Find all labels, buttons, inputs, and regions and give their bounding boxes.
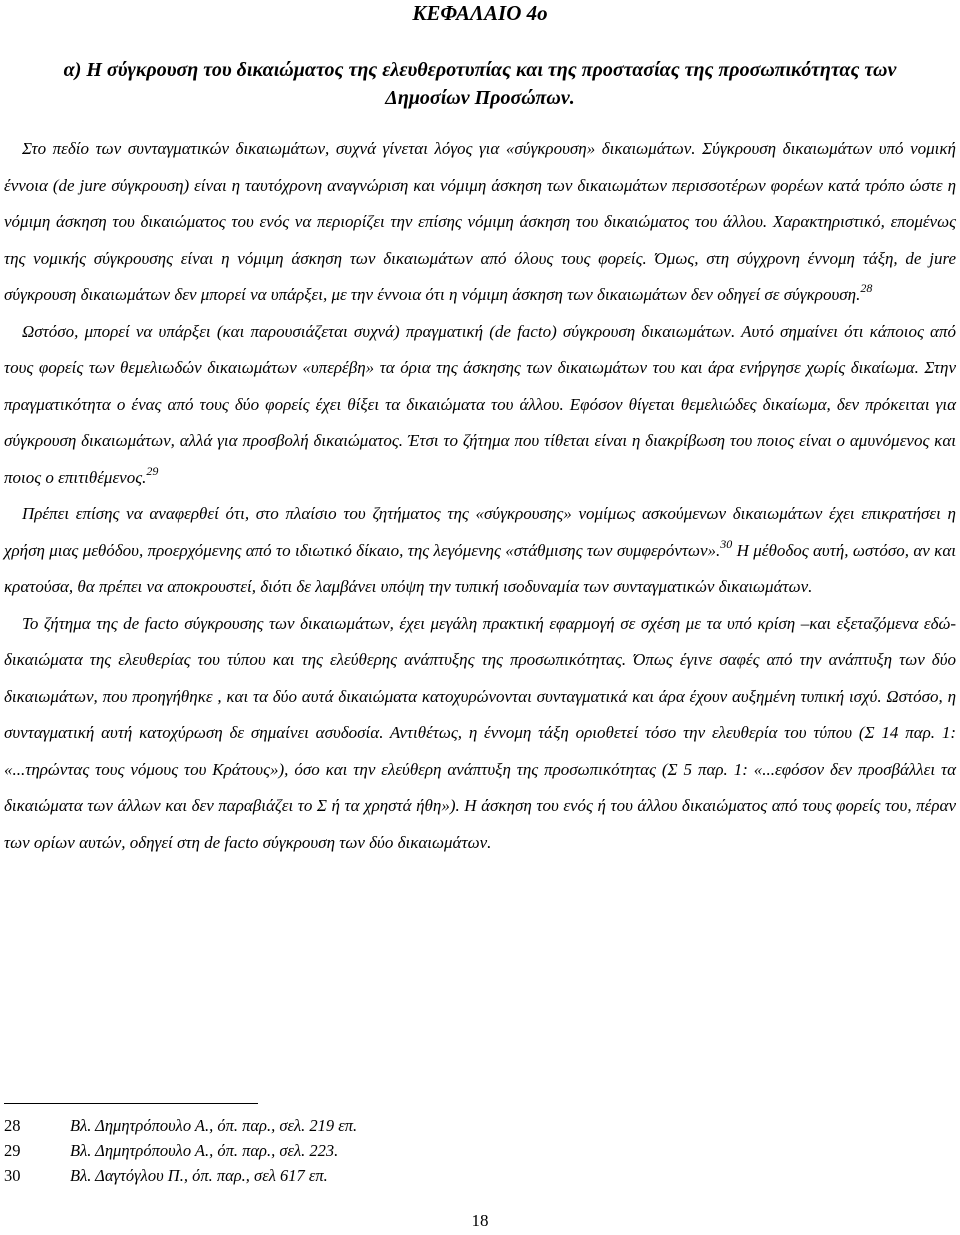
chapter-heading: ΚΕΦΑΛΑΙΟ 4ο [412, 1, 548, 25]
footnote-number: 29 [4, 1141, 21, 1160]
paragraph-3 [4, 496, 956, 606]
paragraph-3-text-cont: Η μέθοδος αυτή, ωστόσο, αν και κρατούσα, θα πρέπει να αποκρουστεί, διότι δε λαμβάνει υπόψη την τυπική ισοδυναμία των συνταγματικών δικαιωμάτων. [4, 540, 956, 596]
footnote-text: Βλ. Δαγτόγλου Π., όπ. παρ., σελ 617 επ. [70, 1166, 328, 1185]
footnote-ref-28: 28 [860, 281, 873, 295]
footnote-text: Βλ. Δημητρόπουλο Α., όπ. παρ., σελ. 223. [70, 1141, 339, 1160]
page-number: 18 [471, 1211, 489, 1230]
paragraph-2 [4, 314, 956, 497]
section-title: α) Η σύγκρουση του δικαιώματος της ελευθεροτυπίας και της προστασίας της προσωπικότητας των Δημοσίων Προσώπων. [63, 59, 897, 109]
footnote-number: 28 [4, 1116, 21, 1135]
footnote [4, 1163, 704, 1188]
paragraph-4-text: Το ζήτημα της de facto σύγκρουσης των δικαιωμάτων, έχει μεγάλη πρακτική εφαρμογή σε σχέση με τα υπό κρίση –και εξεταζόμενα εδώ- δικαιώματα της ελευθερίας του τύπου και της ελεύθερης ανάπτυξης της προσωπικότητας. Όπως έγινε σαφές από την ανάπτυξη των δύο δικαιωμάτων, που προηγήθηκε , και τα δύο αυτά δικαιώματα κατοχυρώνονται συνταγματικά και άρα έχουν αυξημένη τυπική ισχύ. Ωστόσο, η συνταγματική αυτή κατοχύρωση δε σημαίνει ασυδοσία. Αντιθέτως, η έννομη τάξη οριοθετεί τόσο την ελευθερία του τύπου (Σ 14 παρ. 1: «...τηρώντας τους νόμους του Κράτους»), όσο και την ελεύθερη ανάπτυξη της προσωπικότητας (Σ 5 παρ. 1: «...εφόσον δεν προσβάλλει τα δικαιώματα των άλλων και δεν παραβιάζει το Σ ή τα χρηστά ήθη»). Η άσκηση του ενός ή του άλλου δικαιώματος από τους φορείς του, πέραν των ορίων αυτών, οδηγεί στη de facto σύγκρουση των δύο δικαιωμάτων. [4, 613, 956, 852]
paragraph-3-text: Πρέπει επίσης να αναφερθεί ότι, στο πλαίσιο του ζητήματος της «σύγκρουσης» νομίμως ασκούμενων δικαιωμάτων έχει επικρατήσει η χρήση μιας μεθόδου, προερχόμενης από το ιδιωτικό δίκαιο, της λεγόμενης «στάθμισης των συμφερόντων». [4, 504, 956, 560]
paragraph-1-text: Στο πεδίο των συνταγματικών δικαιωμάτων, συχνά γίνεται λόγος για «σύγκρουση» δικαιωμάτων. Σύγκρουση δικαιωμάτων υπό νομική έννοια (de jure σύγκρουση) είναι η ταυτόχρονη αναγνώριση και νόμιμη άσκηση των δικαιωμάτων περισσοτέρων φορέων κατά τρόπο ώστε η νόμιμη άσκηση του δικαιώματος του ενός να περιορίζει την επίσης νόμιμη άσκηση του δικαιώματος του άλλου. Χαρακτηριστικό, επομένως της νομικής σύγκρουσης είναι η νόμιμη άσκηση των δικαιωμάτων από όλους τους φορείς. Όμως, στη σύγχρονη έννομη τάξη, de jure σύγκρουση δικαιωμάτων δεν μπορεί να υπάρξει, με την έννοια ότι η νόμιμη άσκηση των δικαιωμάτων δεν οδηγεί σε σύγκρουση. [4, 139, 956, 304]
body-text [4, 131, 956, 861]
paragraph-1 [4, 131, 956, 314]
footnote [4, 1138, 704, 1163]
footnote-number: 30 [4, 1166, 21, 1185]
paragraph-4 [4, 606, 956, 862]
footnote-ref-29: 29 [146, 463, 159, 478]
paragraph-2-text: Ωστόσο, μπορεί να υπάρξει (και παρουσιάζεται συχνά) πραγματική (de facto) σύγκρουση δικαιωμάτων. Αυτό σημαίνει ότι κάποιος από τους φορείς των θεμελιωδών δικαιωμάτων «υπερέβη» τα όρια της άσκησης των δικαιωμάτων του και άρα ενήργησε χωρίς δικαίωμα. Στην πραγματικότητα ο ένας από τους δύο φορείς έχει θίξει τα δικαιώματα του άλλου. Εφόσον θίγεται θεμελιώδες δικαίωμα, δεν πρόκειται για σύγκρουση δικαιωμάτων, αλλά για προσβολή δικαιώματος. Έτσι το ζήτημα που τίθεται είναι η διακρίβωση του ποιος είναι ο αμυνόμενος και ποιος ο επιτιθέμενος. [4, 321, 956, 487]
footnotes [4, 1113, 704, 1188]
footnote-text: Βλ. Δημητρόπουλο Α., όπ. παρ., σελ. 219 επ. [70, 1116, 358, 1135]
footnote-ref-30: 30 [720, 536, 733, 551]
footnote [4, 1113, 704, 1138]
footnote-separator [4, 1103, 258, 1104]
